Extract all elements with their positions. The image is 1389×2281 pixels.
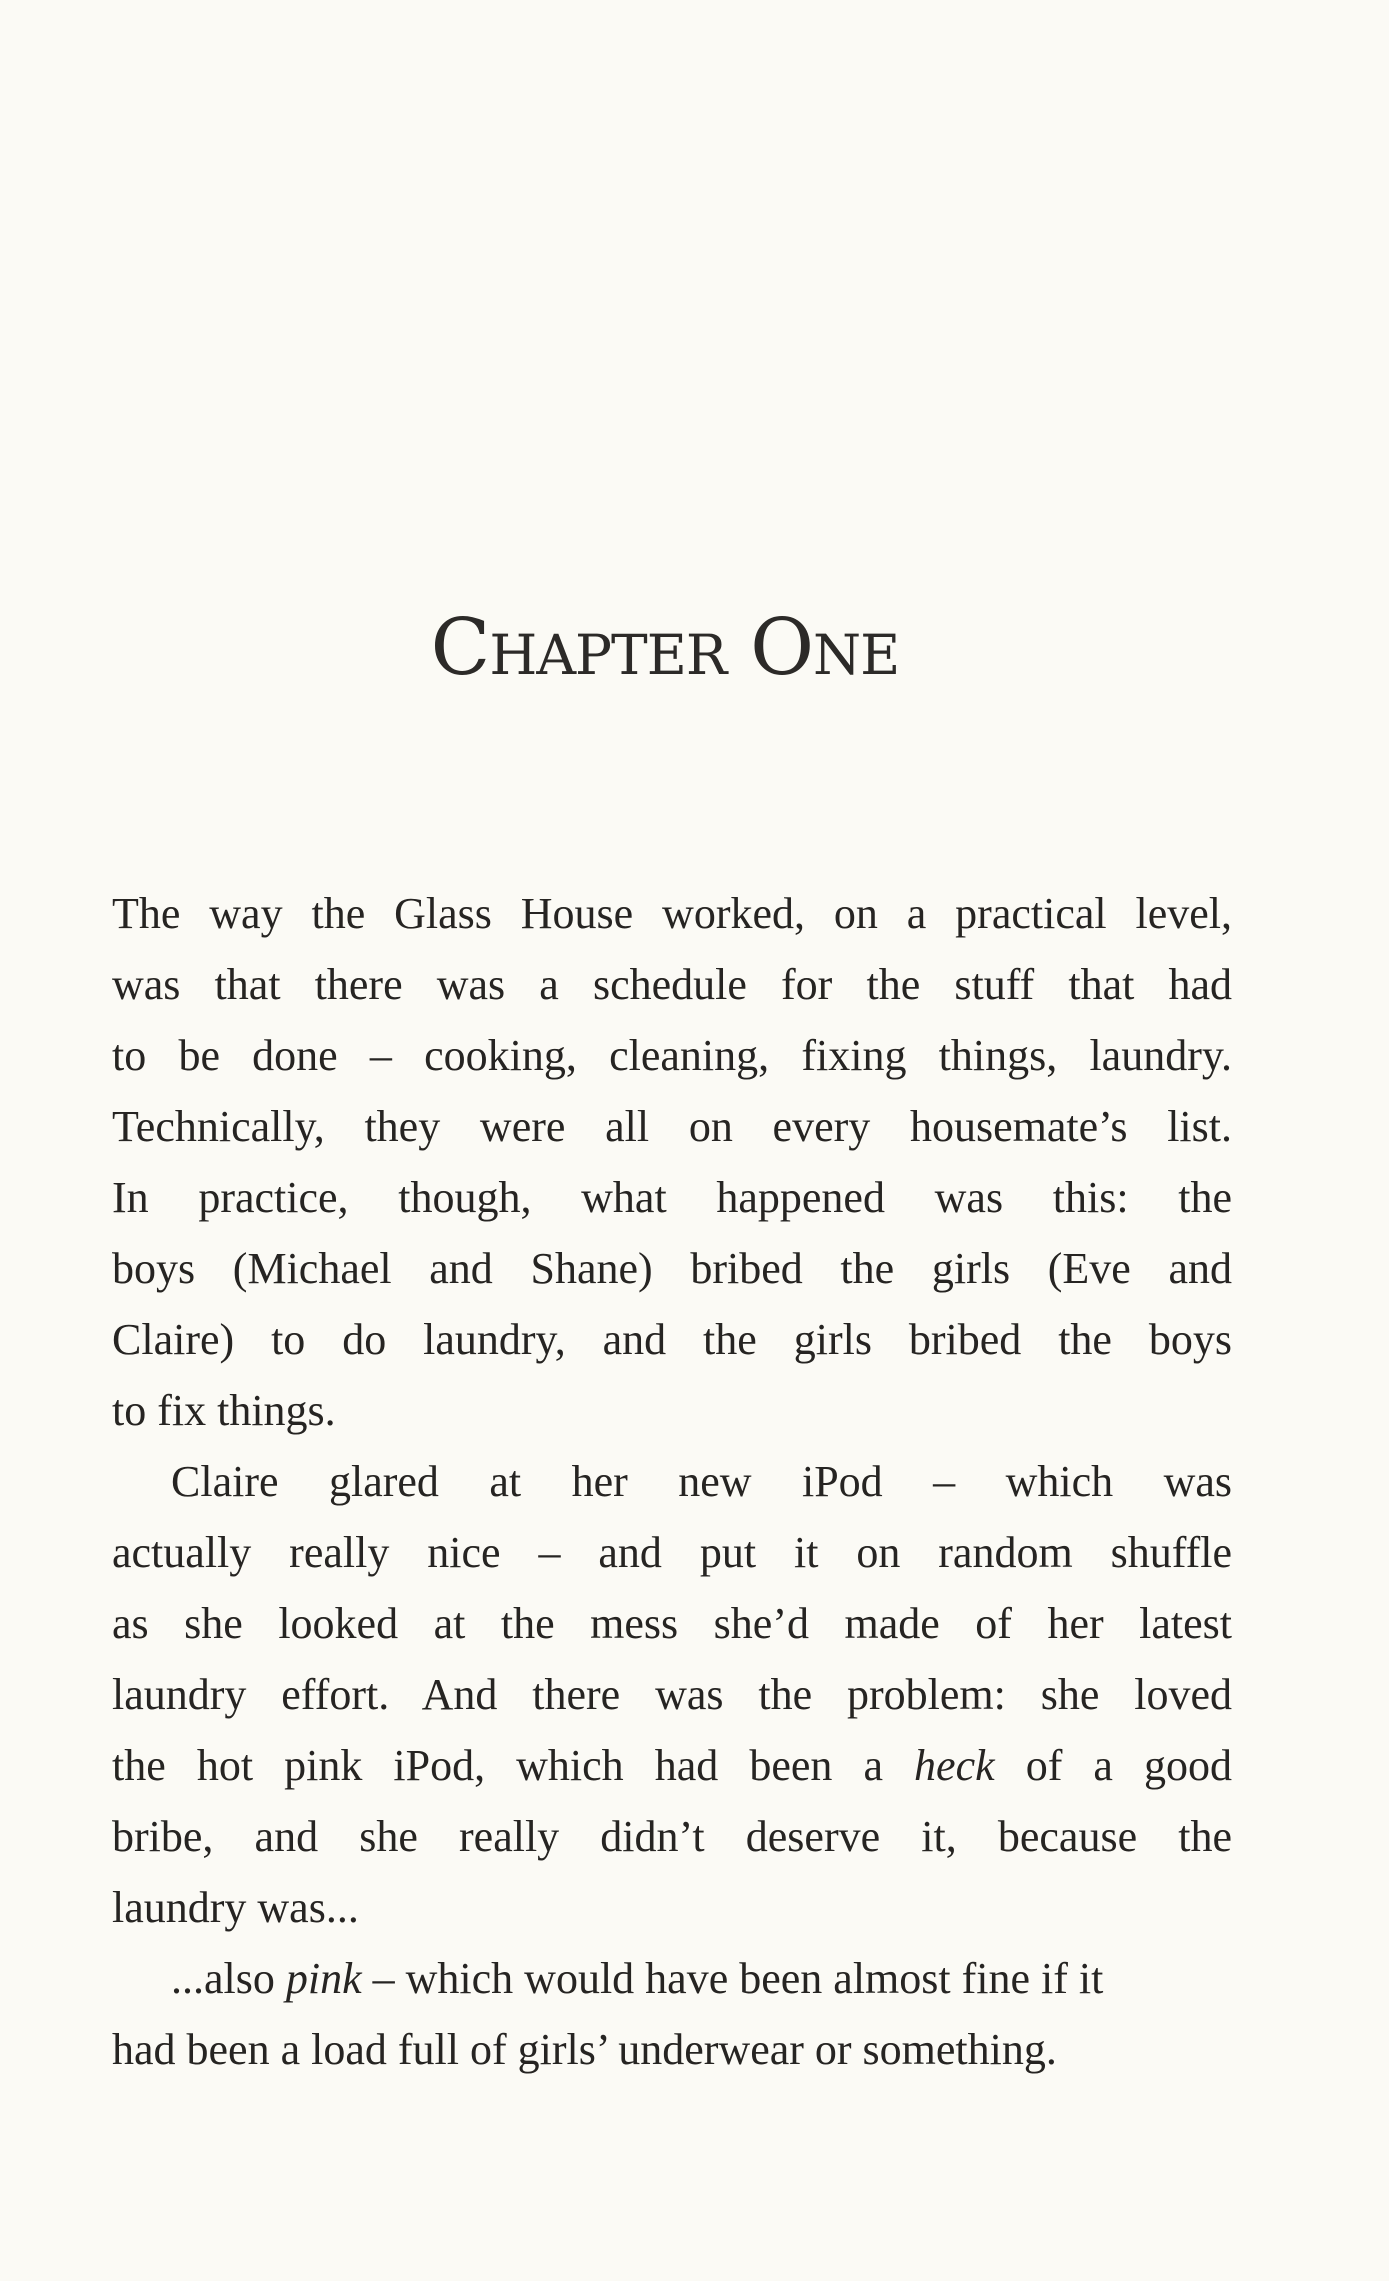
chapter-title: Chapter One xyxy=(430,603,900,693)
text-line xyxy=(112,1943,1232,2014)
text-line: actually really nice – and put it on random shuffle xyxy=(112,1528,1232,1577)
text-line: was that there was a schedule for the stuff that had xyxy=(112,960,1232,1009)
italic-text: heck xyxy=(914,1741,995,1790)
text-line: Claire glared at her new iPod – which was xyxy=(171,1457,1232,1506)
text-line: laundry was... xyxy=(112,1883,359,1932)
text-line: The way the Glass House worked, on a practical level, xyxy=(112,889,1232,938)
text-segment: of a good xyxy=(994,1741,1233,1790)
text-line: laundry effort. And there was the problem: she loved xyxy=(112,1670,1232,1719)
text-line: to be done – cooking, cleaning, fixing things, laundry. xyxy=(112,1031,1232,1080)
text-line: Technically, they were all on every housemate’s list. xyxy=(112,1102,1232,1151)
italic-text: pink xyxy=(285,1954,362,2003)
text-line: to fix things. xyxy=(112,1386,336,1435)
text-line: had been a load full of girls’ underwear or something. xyxy=(112,2025,1057,2074)
text-line xyxy=(112,1730,1232,1801)
text-line: In practice, though, what happened was this: the xyxy=(112,1173,1232,1222)
text-segment: – which would have been almost fine if it xyxy=(361,1954,1104,2003)
text-segment: the hot pink iPod, which had been a xyxy=(112,1741,915,1790)
body-text xyxy=(112,878,1232,2085)
text-line: as she looked at the mess she’d made of her latest xyxy=(112,1599,1232,1648)
text-line: Claire) to do laundry, and the girls bribed the boys xyxy=(112,1315,1232,1364)
text-line: boys (Michael and Shane) bribed the girls (Eve and xyxy=(112,1244,1232,1293)
text-segment: ...also xyxy=(171,1954,286,2003)
text-line: bribe, and she really didn’t deserve it, because the xyxy=(112,1812,1232,1861)
